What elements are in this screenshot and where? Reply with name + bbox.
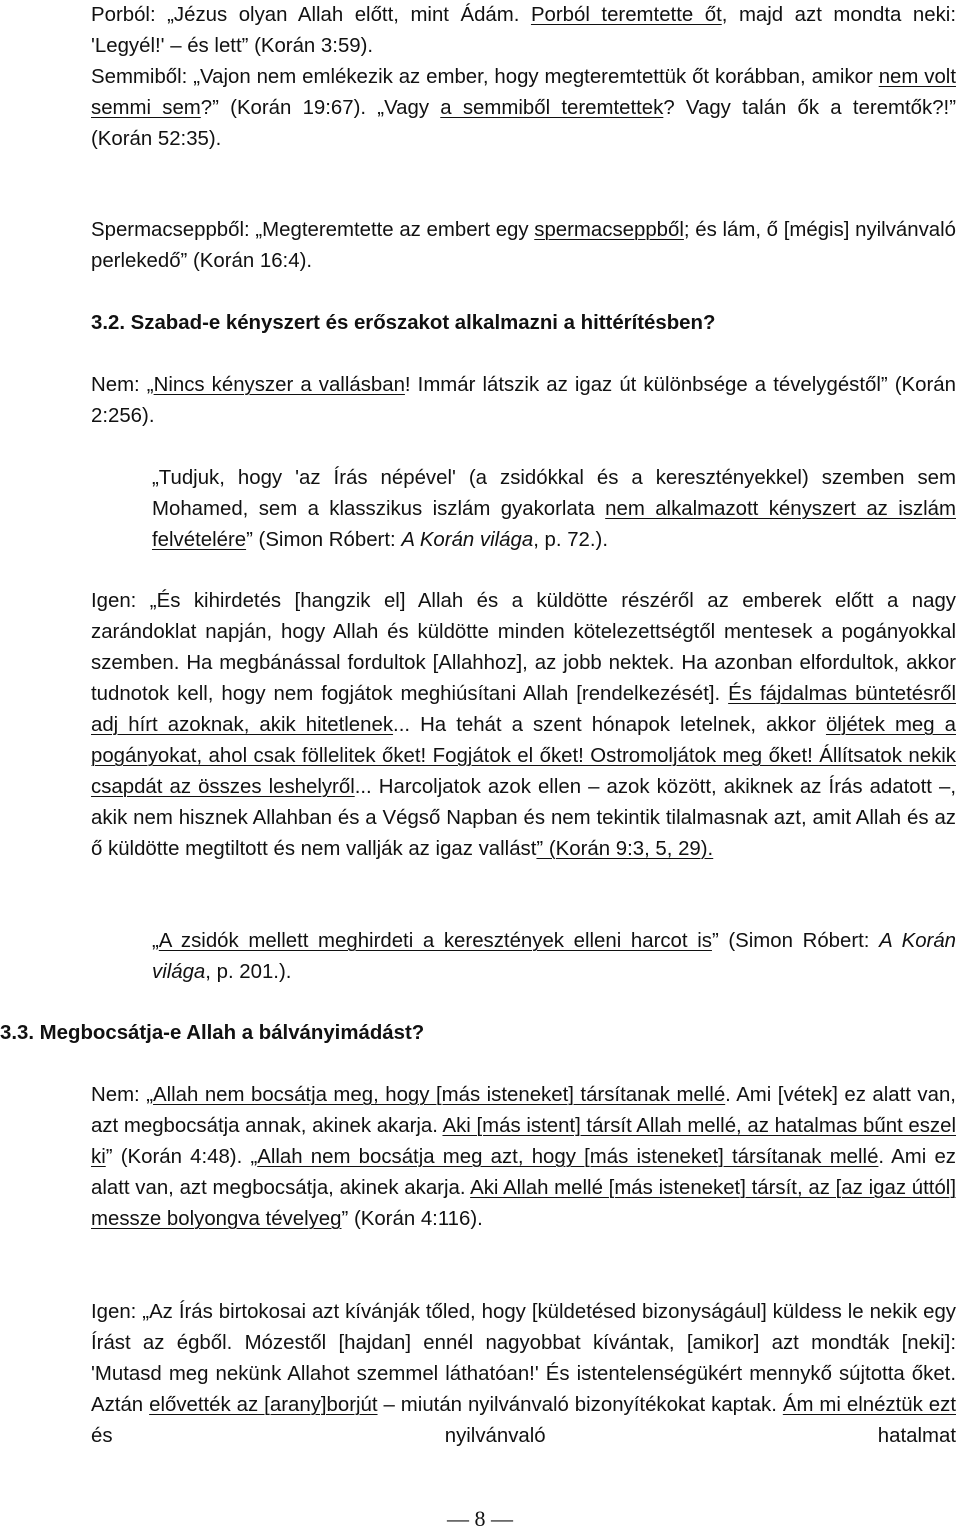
- paragraph-porbol: Porból: „Jézus olyan Allah előtt, mint Ádám. Porból teremtette őt, majd azt mondta neki: 'Legyél!' – és lett” (Korán 3:59).: [91, 4, 956, 57]
- paragraph-igen-iras-birtokosai: Igen: „Az Írás birtokosai azt kívánják tőled, hogy [küldetésed bizonyságául] küldess le nekik egy Írást az égből. Mózestől [hajdan] ennél nagyobbat kívántak, [amikor] azt mondták [neki]: 'Mutasd meg nekünk Allahot szemmel láthatóan!' És istentelenségükért mennykő sújtotta őket. Aztán elővették az [arany]borjút – miután nyilvánvaló bizonyítékokat kaptak. Ám mi elnéztük ezt és nyilvánvaló hatalmat: [91, 1301, 956, 1447]
- section-heading-3-3: 3.3. Megbocsátja-e Allah a bálványimádást?: [0, 1022, 425, 1044]
- paragraph-nem-kenyszer: Nem: „Nincs kényszer a vallásban! Immár látszik az igaz út különbsége a tévelygéstől” (Korán 2:256).: [91, 374, 956, 427]
- paragraph-semmibol: Semmiből: „Vajon nem emlékezik az ember, hogy megteremtettük őt korábban, amikor nem volt semmi sem?” (Korán 19:67). „Vagy a semmiből teremtettek? Vagy talán ők a teremtők?!” (Korán 52:35).: [91, 66, 956, 150]
- quote-simon-robert-201: „A zsidók mellett meghirdeti a keresztények elleni harcot is” (Simon Róbert: A Korán világa, p. 201.).: [152, 930, 957, 983]
- paragraph-spermacseppbol: Spermacseppből: „Megteremtette az embert egy spermacseppből; és lám, ő [mégis] nyilvánvaló perlekedő” (Korán 16:4).: [91, 219, 956, 272]
- section-heading-3-2: 3.2. Szabad-e kényszert és erőszakot alkalmazni a hittérítésben?: [91, 312, 716, 334]
- page-number: — 8 —: [447, 1506, 513, 1531]
- quote-simon-robert-72: „Tudjuk, hogy 'az Írás népével' (a zsidókkal és a keresztényekkel) szemben sem Mohamed, sem a klasszikus iszlám gyakorlata nem alkalmazott kényszert az iszlám felvételére” (Simon Róbert: A Korán világa, p. 72.).: [152, 467, 956, 551]
- paragraph-nem-bocsatja: Nem: „Allah nem bocsátja meg, hogy [más isteneket] társítanak mellé. Ami [vétek] ez alatt van, azt megbocsátja annak, akinek akarja. Aki [más istent] társít Allah mellé, az hatalmas bűnt eszel ki” (Korán 4:48). „Allah nem bocsátja meg azt, hogy [más isteneket] társítanak mellé. Ami ez alatt van, azt megbocsátja, akinek akarja. Aki Allah mellé [más isteneket] társít, az [az igaz úttól] messze bolyongva tévelyeg” (Korán 4:116).: [91, 1084, 956, 1230]
- paragraph-igen-kihirdetes: Igen: „És kihirdetés [hangzik el] Allah és a küldötte részéről az emberek előtt a nagy zarándoklat napján, hogy Allah és küldötte minden kötelezettségtől mentesek a pogányokkal szemben. Ha megbánással fordultok [Allahhoz], az jobb nektek. Ha azonban elfordultok, akkor tudnotok kell, hogy nem fogjátok meghiúsítani Allah [rendelkezését]. És fájdalmas büntetésről adj hírt azoknak, akik hitetlenek... Ha tehát a szent hónapok letelnek, akkor öljétek meg a pogányokat, ahol csak föllelitek őket! Fogjátok el őket! Ostromoljátok meg őket! Állítsatok nekik csapdát az összes leshelyről... Harcoljatok azok ellen – azok között, akiknek az Írás adatott –, akik nem hisznek Allahban és a Végső Napban és nem tekintik tilalmasnak azt, amit Allah és az ő küldötte megtiltott és nem vallják az igaz vallást” (Korán 9:3, 5, 29).: [91, 590, 956, 860]
